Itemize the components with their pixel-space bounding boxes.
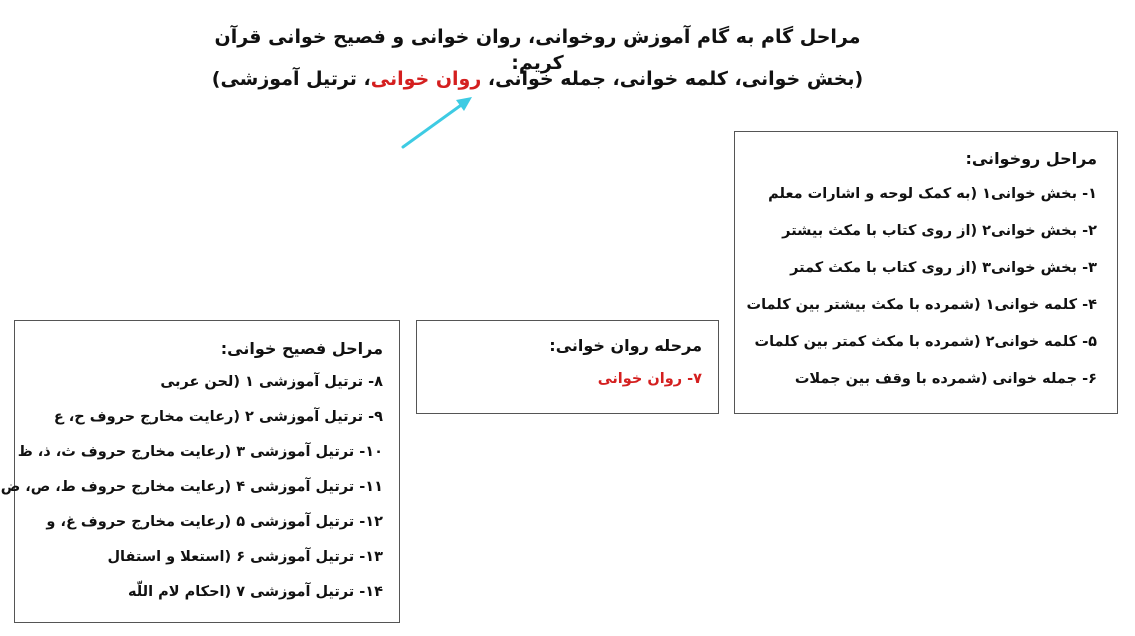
fasih-stages-box xyxy=(0,320,400,623)
list-item: ۱۲- ترتیل آموزشی ۵ (رعایت مخارج حروف غ، و xyxy=(46,514,383,530)
fasih-stage-list xyxy=(0,372,383,602)
list-item: ۱۰- ترتیل آموزشی ۳ (رعایت مخارج حروف ث، ذ، ظ xyxy=(17,444,383,460)
subtitle-part-2: ، ترتیل آموزشی) xyxy=(211,68,371,90)
rokhani-stages-box xyxy=(734,131,1118,414)
list-item: ۶- جمله خوانی (شمرده با وقف بین جملات xyxy=(794,371,1097,387)
list-item: ۵- کلمه خوانی۲ (شمرده با مکث کمتر بین کلمات xyxy=(754,334,1097,350)
list-item: ۳- بخش خوانی۳ (از روی کتاب با مکث کمتر xyxy=(790,260,1097,276)
arrow-up-right-icon xyxy=(398,92,478,152)
list-item: ۱۴- ترتیل آموزشی ۷ (احکام لام اللّه xyxy=(127,584,383,600)
list-item: ۱۱- ترتیل آموزشی ۴ (رعایت مخارج حروف ط، ص، ض xyxy=(0,479,383,495)
list-item: ۱۳- ترتیل آموزشی ۶ (استعلا و استفال xyxy=(107,549,383,565)
page-title: مراحل گام به گام آموزش روخوانی، روان خوانی و فصیح خوانی قرآن کریم: xyxy=(214,26,861,74)
rokhani-stage-list xyxy=(746,184,1097,389)
list-item: ۱- بخش خوانی۱ (به کمک لوحه و اشارات معلم xyxy=(768,186,1097,202)
subtitle-part-1: (بخش خوانی، کلمه خوانی، جمله خوانی، xyxy=(481,68,864,90)
list-item: ۹- ترتیل آموزشی ۲ (رعایت مخارج حروف ح، ع xyxy=(53,409,383,425)
ravan-box-title: مرحله روان خوانی: xyxy=(549,336,702,355)
rokhani-box-title: مراحل روخوانی: xyxy=(965,149,1097,168)
fasih-box-title: مراحل فصیح خوانی: xyxy=(220,339,383,358)
list-item: ۲- بخش خوانی۲ (از روی کتاب با مکث بیشتر xyxy=(782,223,1097,239)
subtitle-highlight: روان خوانی xyxy=(370,68,482,90)
list-item: ۴- کلمه خوانی۱ (شمرده با مکث بیشتر بین کلمات xyxy=(746,297,1097,313)
ravan-stage-list xyxy=(429,369,702,389)
ravan-stage-box xyxy=(416,320,719,414)
page-subtitle xyxy=(200,66,875,92)
list-item: ۸- ترتیل آموزشی ۱ (لحن عربی xyxy=(160,374,383,390)
list-item: ۷- روان خوانی xyxy=(597,371,702,387)
